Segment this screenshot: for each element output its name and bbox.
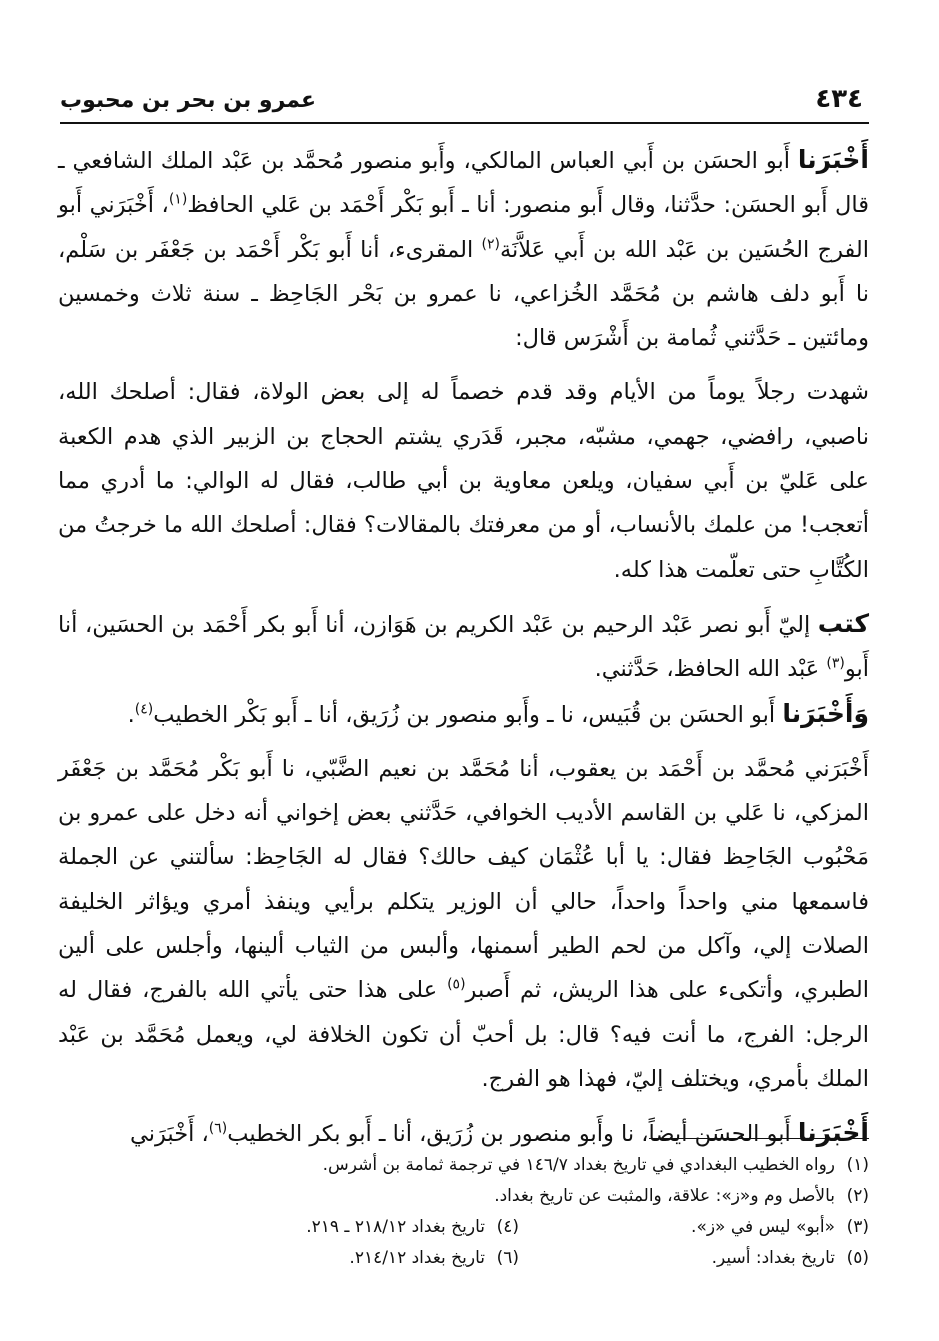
paragraph-lead: كتب bbox=[817, 608, 869, 638]
footnote-row bbox=[60, 1212, 869, 1243]
footnote-ref[interactable]: (٦) bbox=[208, 1120, 228, 1137]
paragraph-4 bbox=[58, 692, 869, 737]
page-number: ٤٣٤ bbox=[815, 84, 863, 114]
footnote-row bbox=[60, 1243, 869, 1274]
footnote-number: (٣) bbox=[846, 1217, 869, 1237]
footnote-1 bbox=[323, 1150, 869, 1181]
paragraph-1 bbox=[58, 138, 869, 360]
footnote-text: تاريخ بغداد ٢١٨/١٢ ـ ٢١٩. bbox=[306, 1217, 485, 1237]
footnote-divider bbox=[649, 1138, 869, 1139]
paragraph-text: ، أَخْبَرَني bbox=[129, 1121, 209, 1148]
footnote-4 bbox=[306, 1212, 519, 1243]
paragraph-lead: أَخْبَرَنا bbox=[797, 145, 869, 174]
footnote-ref[interactable]: (٥) bbox=[447, 976, 466, 993]
page-header bbox=[60, 82, 869, 124]
main-text bbox=[58, 138, 869, 1157]
paragraph-text: أَخْبَرَني مُحمَّد بن أَحْمَد بن يعقوب، أنا مُحَمَّد بن نعيم الضَّبّي، نا أَبو بَكْر مُحَمَّد بن جَعْفَر المزكي، نا عَلي بن القاسم الأديب الخوافي، حَدَّثني بعض إخواني أنه دخل على عمرو بن مَحْبُوب الجَاحِظ فقال: يا أبا عُثْمَان كيف حالك؟ فقال له الجَاحِظ: سألتني عن الجملة فاسمعها مني واحداً واحداً، حالي أن الوزير يتكلم برأيي وينفذ أمري ويؤاثر الخليفة الصلات إلي، وآكل من لحم الطير أسمنها، وألبس من الثياب ألينها، وأجلس على ألين الطبري، وأتكىء على هذا الريش، ثم أَصبر bbox=[58, 755, 869, 1004]
footnote-text: رواه الخطيب البغدادي في تاريخ بغداد ١٤٦/٧ في ترجمة ثمامة بن أشرس. bbox=[322, 1155, 835, 1175]
footnote-number: (٤) bbox=[496, 1217, 519, 1237]
footnote-number: (٦) bbox=[496, 1248, 519, 1268]
footnote-ref[interactable]: (٤) bbox=[134, 701, 154, 718]
paragraph-text: ، أَخْبَرَني أَبو الفرج الحُسَين بن عَبْد الله بن أَبي عَلاَّنَة bbox=[58, 192, 869, 263]
footnote-6 bbox=[349, 1243, 519, 1274]
paragraph-2 bbox=[58, 370, 869, 591]
footnote-3 bbox=[519, 1212, 869, 1243]
footnote-2 bbox=[494, 1181, 869, 1212]
paragraph-3 bbox=[58, 602, 869, 692]
footnote-number: (٥) bbox=[846, 1248, 869, 1268]
paragraph-text: عَبْد الله الحافظ، حَدَّثني. bbox=[594, 656, 827, 683]
footnote-row bbox=[60, 1181, 869, 1212]
footnote-ref[interactable]: (١) bbox=[168, 191, 188, 208]
running-head: عمرو بن بحر بن محبوب bbox=[60, 88, 317, 113]
paragraph-text: أَبو الحسَن بن أَبي العباس المالكي، وأَبو منصور مُحمَّد بن عَبْد الملك الشافعي ـ قال أَبو الحسَن: حدَّثنا، وقال أَبو منصور: أنا ـ أَبو بَكْر أَحْمَد بن عَلي الحافظ bbox=[58, 148, 870, 219]
footnote-text: بالأصل وم و«ز»: علاقة، والمثبت عن تاريخ بغداد. bbox=[494, 1186, 835, 1206]
paragraph-text: أَبو الحسَن بن قُبَيس، نا ـ وأَبو منصور بن زُرَيق، أنا ـ أَبو بَكْر الخطيب bbox=[153, 701, 783, 728]
paragraph-lead: أَخْبَرَنا bbox=[797, 1118, 869, 1148]
footnote-text: «أبو» ليس في «ز». bbox=[691, 1217, 835, 1237]
paragraph-text: . bbox=[127, 701, 135, 728]
footnote-text: تاريخ بغداد ٢١٤/١٢. bbox=[349, 1248, 485, 1268]
paragraph-text: المقرىء، أنا أَبو بَكْر أَحْمَد بن جَعْفَر بن سَلْم، نا أَبو دلف هاشم بن مُحَمَّد الخُزاعي، نا عمرو بن بَحْر الجَاحِظ ـ سنة ثلاث وخمسين ومائتين ـ حَدَّثني ثُمامة بن أَشْرَس قال: bbox=[58, 236, 869, 352]
paragraph-text: على هذا حتى يأتي الله بالفرج، فقال له الرجل: الفرج، ما أنت فيه؟ قال: بل أحبّ أن تكون الخلافة لي، ويعمل مُحَمَّد بن عَبْد الملك بأمري، ويختلف إليّ، فهذا هو الفرج. bbox=[58, 977, 869, 1092]
paragraph-text: أَبو الحسَن أيضاً، نا وأَبو منصور بن زُرَيق، أنا ـ أَبو بكر الخطيب bbox=[227, 1121, 798, 1148]
footnote-ref[interactable]: (٣) bbox=[826, 655, 845, 672]
footnote-5 bbox=[519, 1243, 869, 1274]
footnotes bbox=[60, 1150, 869, 1274]
footnote-text: تاريخ بغداد: أسير. bbox=[711, 1248, 835, 1268]
footnote-row bbox=[60, 1150, 869, 1181]
paragraph-text: إليّ أَبو نصر عَبْد الرحيم بن عَبْد الكريم بن هَوَازن، أنا أَبو بكر أَحْمَد بن الحسَين، أنا أَبو bbox=[58, 611, 869, 683]
footnote-ref[interactable]: (٢) bbox=[481, 236, 500, 253]
footnote-number: (٢) bbox=[846, 1186, 869, 1206]
paragraph-5 bbox=[58, 747, 869, 1101]
footnote-number: (١) bbox=[846, 1155, 869, 1175]
paragraph-lead: وَأَخْبَرَنا bbox=[782, 698, 869, 728]
paragraph-text: شهدت رجلاً يوماً من الأيام وقد قدم خصماً له إلى بعض الولاة، فقال: أصلحك الله، ناصبي، رافضي، جهمي، مشبّه، مجبر، قَدَري يشتم الحجاج بن الزبير الذي هدم الكعبة على عَليّ بن أَبي سفيان، ويلعن معاوية بن أبي طالب، فقال له الوالي: ما أدري مما أتعجب! من علمك بالأنساب، أو من معرفتك بالمقالات؟ فقال: أصلحك الله ما خرجتُ من الكُتَّابِ حتى تعلّمت هذا كله. bbox=[58, 379, 869, 583]
